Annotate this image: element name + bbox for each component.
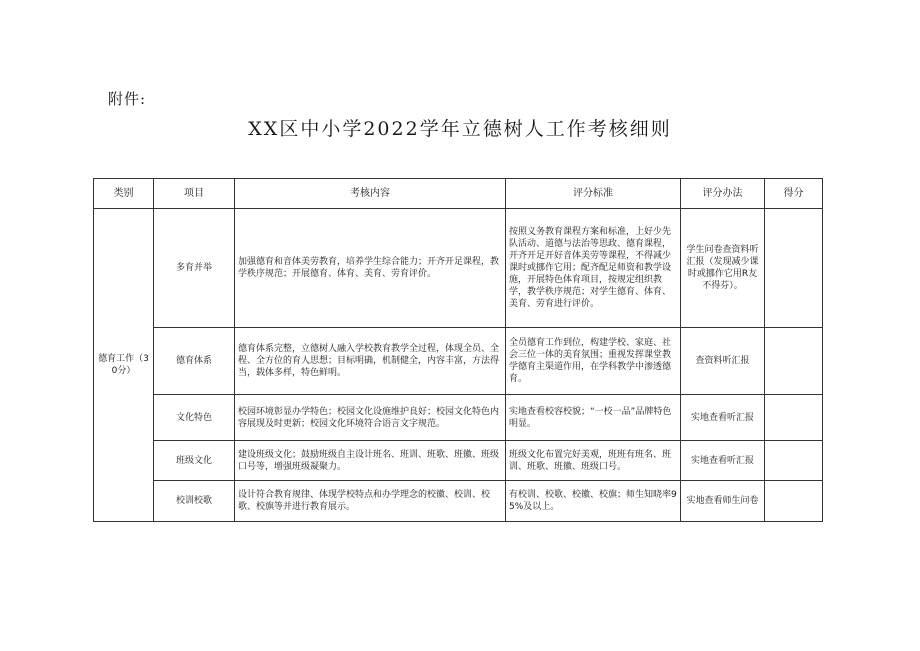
- method-cell: 实地查看听汇报: [681, 395, 765, 441]
- table-row: [94, 441, 823, 481]
- standard-cell: 实地查看校容校貌；“一校一品”品牌特色明显。: [506, 395, 681, 441]
- standard-cell: 班级文化布置完好美观，班班有班名、班训、班歌、班徽、班级口号。: [506, 441, 681, 481]
- assessment-table: [93, 178, 823, 522]
- item-cell: 多育并举: [154, 209, 235, 328]
- content-cell: 校园环境彰显办学特色；校园文化设施维护良好；校园文化特色内容展现及时更新；校园文化环境符合语言文字规范。: [235, 395, 506, 441]
- header-standard: 评分标准: [506, 179, 681, 209]
- method-cell: 查资料听汇报: [681, 328, 765, 395]
- header-score: 得分: [765, 179, 823, 209]
- score-cell[interactable]: [765, 328, 823, 395]
- item-cell: 文化特色: [154, 395, 235, 441]
- attachment-label: 附件:: [108, 90, 147, 108]
- method-cell: 实地查看听汇报: [681, 441, 765, 481]
- standard-cell: 按照义务教育课程方案和标准，上好少先队活动、道德与法治等思政、德育课程，开齐开足开好音体美劳等课程，不得减少课时或挪作它用；配齐配足师资和教学设施，开展特色体育项目，按规定组织教学，教学秩序规范；对学生德育、体育、美育、劳育进行评价。: [506, 209, 681, 328]
- score-cell[interactable]: [765, 395, 823, 441]
- score-cell[interactable]: [765, 481, 823, 522]
- item-cell: 班级文化: [154, 441, 235, 481]
- item-cell: 校训校歌: [154, 481, 235, 522]
- table-row: [94, 209, 823, 328]
- score-cell[interactable]: [765, 441, 823, 481]
- content-cell: 加强德育和音体美劳教育，培养学生综合能力；开齐开足课程，教学秩序规范；开展德育、体育、美育、劳育评价。: [235, 209, 506, 328]
- item-cell: 德育体系: [154, 328, 235, 395]
- standard-cell: 有校训、校歌、校徽、校旗；师生知晓率95%及以上。: [506, 481, 681, 522]
- header-category: 类别: [94, 179, 154, 209]
- score-cell[interactable]: [765, 209, 823, 328]
- table-row: [94, 395, 823, 441]
- standard-cell: 全员德育工作到位，构建学校、家庭、社会三位一体的美育氛围；重视发挥课堂教学德育主渠道作用，在学科教学中渗透德育。: [506, 328, 681, 395]
- header-method: 评分办法: [681, 179, 765, 209]
- header-content: 考核内容: [235, 179, 506, 209]
- method-cell: 学生问卷查资料听汇报（发现减少课时或挪作它用R友不得芬）。: [681, 209, 765, 328]
- method-cell: 实地查看师生问卷: [681, 481, 765, 522]
- table-row: [94, 481, 823, 522]
- content-cell: 德育体系完整，立德树人融入学校教育教学全过程，体现全员、全程、全方位的育人思想；目标明确，机制健全，内容丰富，方法得当，载体多样，特色鲜明。: [235, 328, 506, 395]
- table-row: [94, 328, 823, 395]
- content-cell: 建设班级文化；鼓励班级自主设计班名、班训、班歌、班徽、班级口号等，增强班级凝聚力。: [235, 441, 506, 481]
- content-cell: 设计符合教育规律、体现学校特点和办学理念的校徽、校训、校歌、校旗等并进行教育展示。: [235, 481, 506, 522]
- category-cell: 德育工作（30分）: [94, 209, 154, 522]
- header-item: 项目: [154, 179, 235, 209]
- document-title: XX区中小学2022学年立德树人工作考核细则: [248, 118, 672, 140]
- table-header-row: [94, 179, 823, 209]
